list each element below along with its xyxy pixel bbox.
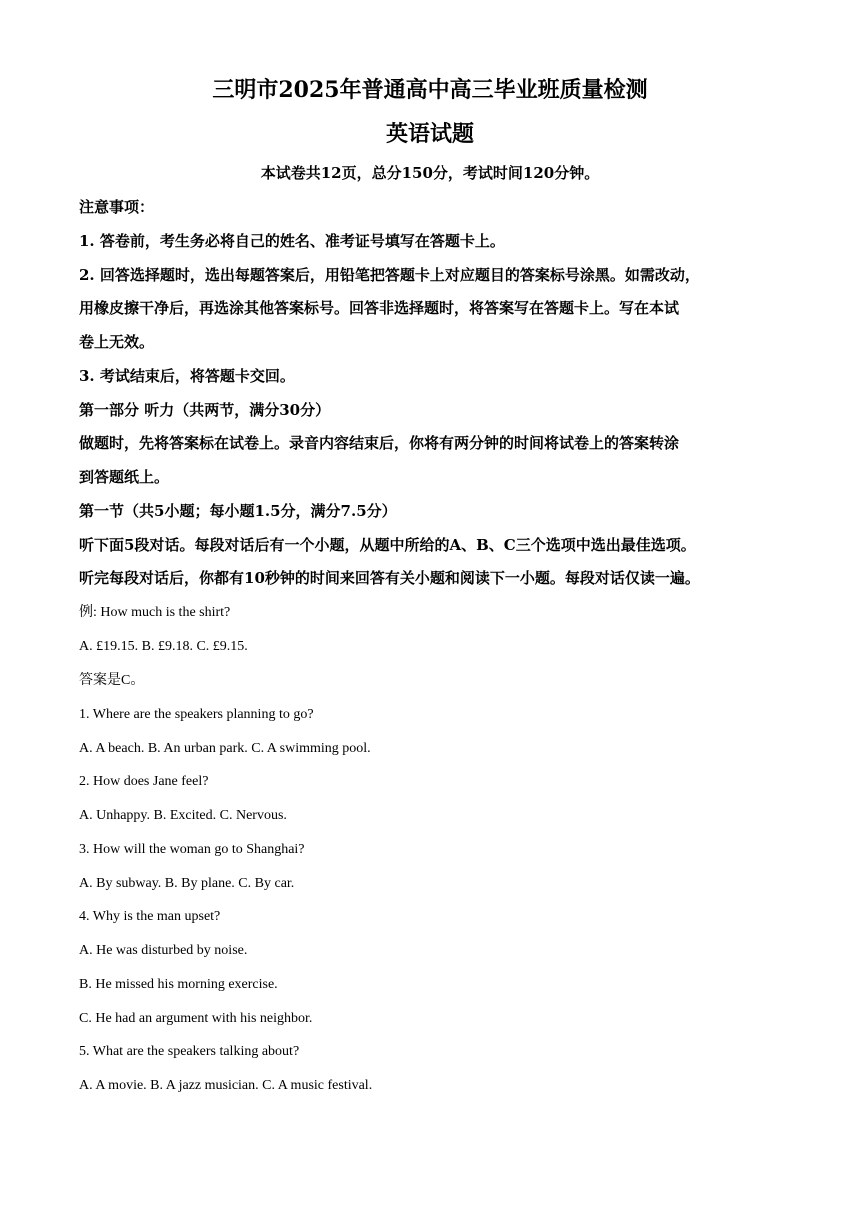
subject-title: 英语试题 [385,121,474,147]
question-1-options: A. A beach. B. An urban park. C. A swimming pool. [79,741,371,756]
example-answer: 答案是C。 [79,673,145,688]
exam-title: 三明市2025年普通高中高三毕业班质量检测 [212,77,648,103]
notice-heading: 注意事项： [79,198,155,216]
part1-heading: 第一部分 听力（共两节，满分30分） [79,401,331,419]
part1-instruction-1: 做题时，先将答案标在试卷上。录音内容结束后，你将有两分钟的时间将试卷上的答案转涂 [79,434,680,452]
section1-heading: 第一节（共5小题；每小题1.5分，满分7.5分） [79,502,397,520]
question-3: 3. How will the woman go to Shanghai? [79,842,305,857]
notice-item-2: 2. 回答选择题时，选出每题答案后，用铅笔把答题卡上对应题目的答案标号涂黑。如需改动， [79,266,700,284]
question-4-option-a: A. He was disturbed by noise. [79,943,248,958]
notice-item-2-cont: 用橡皮擦干净后，再选涂其他答案标号。回答非选择题时，将答案写在答题卡上。写在本试 [79,299,680,317]
notice-item-3: 3. 考试结束后，将答题卡交回。 [79,367,295,385]
question-1: 1. Where are the speakers planning to go? [79,707,314,722]
question-2: 2. How does Jane feel? [79,774,209,789]
question-4: 4. Why is the man upset? [79,909,221,924]
part1-instruction-2: 到答题纸上。 [79,468,170,486]
question-4-option-c: C. He had an argument with his neighbor. [79,1011,313,1026]
question-4-option-b: B. He missed his morning exercise. [79,977,278,992]
example-question: 例: How much is the shirt? [79,605,231,620]
question-5: 5. What are the speakers talking about? [79,1044,300,1059]
exam-info: 本试卷共12页，总分150分，考试时间120分钟。 [260,164,600,182]
section1-instruction-2: 听完每段对话后，你都有10秒钟的时间来回答有关小题和阅读下一小题。每段对话仅读一遍。 [79,569,700,587]
notice-item-1: 1. 答卷前，考生务必将自己的姓名、准考证号填写在答题卡上。 [79,232,505,250]
section1-instruction-1: 听下面5段对话。每段对话后有一个小题，从题中所给的A、B、C三个选项中选出最佳选项。 [79,536,696,554]
question-5-options: A. A movie. B. A jazz musician. C. A music festival. [79,1078,373,1093]
notice-item-2-cont2: 卷上无效。 [79,333,155,351]
example-options: A. £19.15. B. £9.18. C. £9.15. [79,639,248,654]
question-2-options: A. Unhappy. B. Excited. C. Nervous. [79,808,287,823]
question-3-options: A. By subway. B. By plane. C. By car. [79,876,295,891]
